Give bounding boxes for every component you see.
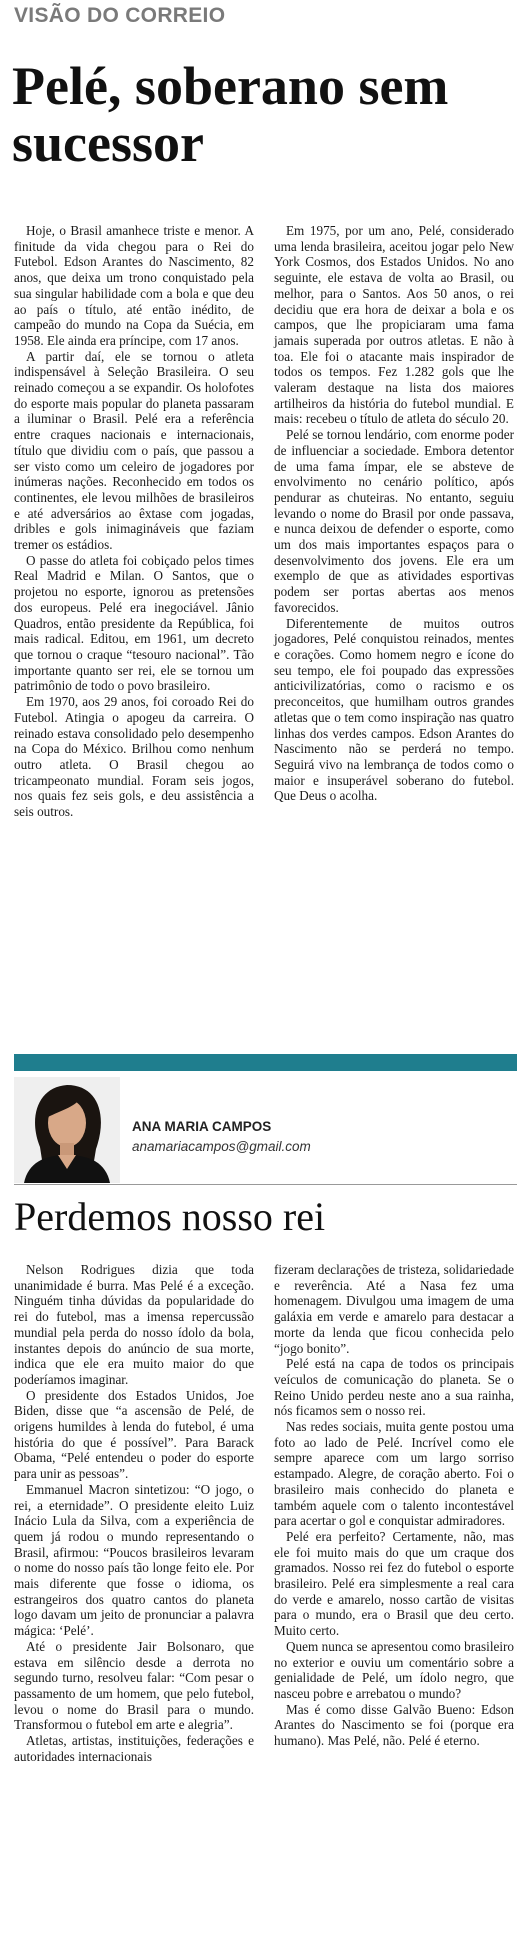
column-title: Perdemos nosso rei	[14, 1194, 326, 1239]
editorial-headline: Pelé, soberano sem sucessor	[12, 56, 449, 173]
editorial-paragraph: Em 1970, aos 29 anos, foi coroado Rei do Futebol. Atingia o apogeu da carreira. O reinado estava consolidado pelo desempenho na Copa do México. Brilhou como nenhum outro atleta. O Brasil chegou ao tricampeonato mundial. Foram seis jogos, nos quais fez seis gols, e deu assistência a seis outros.	[14, 694, 254, 820]
column-text-right	[274, 1262, 514, 1940]
column-paragraph: Pelé está na capa de todos os principais veículos de comunicação do planeta. Se o Reino Unido perdeu neste ano a sua rainha, nós ficamos sem o nosso rei.	[274, 1356, 514, 1419]
column-paragraph-continued: fizeram declarações de tristeza, solidariedade e reverência. Até a Nasa fez uma homenagem. Divulgou uma imagem de uma galáxia em verde e amarelo para destacar a morte da lenda que ficou conhecida pelo “jogo bonito”.	[274, 1262, 514, 1356]
column-paragraph: Até o presidente Jair Bolsonaro, que estava em silêncio desde a derrota no segundo turno, resolveu falar: “Com pesar o passamento de um homem, que pelo futebol, levou o nome do Brasil para o mundo. Transformou o futebol em arte e alegria”.	[14, 1638, 254, 1733]
author-name: ANA MARIA CAMPOS	[132, 1119, 272, 1134]
column-paragraph: Quem nunca se apresentou como brasileiro no exterior e ouviu um comentário sobre a genialidade de Pelé, um ídolo negro, que nasceu pobre e arrebatou o mundo?	[274, 1638, 514, 1701]
editorial-paragraph: Em 1975, por um ano, Pelé, considerado uma lenda brasileira, aceitou jogar pelo New York Cosmos, dos Estados Unidos. No ano seguinte, ele estava de volta ao Brasil, ou melhor, para o Santos. Aos 50 anos, o rei decidiu que era hora de deixar a bola e os campos, que lhe propiciaram uma fama jamais superada por outros atletas. E não à toa. Ele foi o atacante mais inspirador de todos os tempos. Fez 1.282 gols que lhe valeram destaque na lista dos maiores artilheiros da história do futebol mundial. E mais: recebeu o título de atleta do século 20.	[274, 223, 514, 427]
author-divider	[14, 1184, 517, 1185]
editorial-paragraph: Hoje, o Brasil amanhece triste e menor. A finitude da vida chegou para o Rei do Futebol. Edson Arantes do Nascimento, 82 anos, que deixa um trono conquistado pela sua singular habilidade com a bola e que deu ao país o título, até então inédito, de campeão do mundo na Copa da Suécia, em 1958. Ele ainda era príncipe, com 17 anos.	[14, 223, 254, 348]
column-paragraph: Mas é como disse Galvão Bueno: Edson Arantes do Nascimento se foi (porque era humano). Mas Pelé, não. Pelé é eterno.	[274, 1701, 514, 1749]
column-paragraph: Atletas, artistas, instituições, federações e autoridades internacionais	[14, 1733, 254, 1764]
editorial-column-right	[274, 223, 514, 1028]
column-paragraph: Pelé era perfeito? Certamente, não, mas ele foi muito mais do que um craque dos gramados. Nosso rei fez do futebol o esporte brasileiro. Pelé era simplesmente a real cara do verde e amarelo, nosso cartão de visitas para o mundo, era o Brasil que deu certo. Muito certo.	[274, 1528, 514, 1639]
section-kicker: VISÃO DO CORREIO	[14, 4, 226, 27]
editorial-column-left	[14, 223, 254, 1028]
column-text-left	[14, 1262, 254, 1940]
column-paragraph: Nelson Rodrigues dizia que toda unanimidade é burra. Mas Pelé é a exceção. Ninguém tinha dúvidas da popularidade do rei do futebol, mas a imensa repercussão mundial pela perda do nosso ídolo da bola, instantes depois do anúncio de sua morte, indica que ele era muito maior do que poderíamos imaginar.	[14, 1262, 254, 1387]
column-paragraph: Emmanuel Macron sintetizou: “O jogo, o rei, a eternidade”. O presidente eleito Luiz Inácio Lula da Silva, com a experiência de quem já rodou o mundo representando o Brasil, afirmou: “Poucos brasileiros levaram o nome do nosso país tão longe feito ele. Por mais diferente que fosse o idioma, os estrangeiros dos quatro cantos do planeta logo davam um jeito de pronunciar a palavra mágica: ‘Pelé’.	[14, 1481, 254, 1639]
editorial-paragraph: O passe do atleta foi cobiçado pelos times Real Madrid e Milan. O Santos, que o projetou no esporte, ignorou as pretensões dos europeus. Pelé era inegociável. Jânio Quadros, então presidente da República, foi mais radical. Editou, em 1961, um decreto que tornou o craque “tesouro nacional”. Tão importante quanto ser rei, ele se tornou um patrimônio de todo o povo brasileiro.	[14, 552, 254, 694]
author-photo	[14, 1077, 120, 1183]
editorial-body	[14, 223, 514, 1028]
section-divider-bar	[14, 1054, 517, 1071]
column-paragraph: Nas redes sociais, muita gente postou uma foto ao lado de Pelé. Incrível como ele sempre aparece com um largo sorriso estampado. Alegre, de coração aberto. Foi o brasileiro mais conhecido do planeta e também aquele com o talento incontestável para acertar o gol e conquistar admiradores.	[274, 1419, 514, 1529]
editorial-paragraph: Pelé se tornou lendário, com enorme poder de influenciar a sociedade. Embora detentor de uma fama ímpar, ele se absteve de envolvimento no cenário político, após pendurar as chuteiras. No entanto, seguiu levando o nome do Brasil por onde passava, e nunca deixou de defender o esporte, como um dos mais importantes espaços para o desenvolvimento dos jovens. Ele era um exemplo de que as atividades esportivas podem ser portas abertas aos menos favorecidos.	[274, 427, 514, 615]
author-box	[14, 1075, 517, 1185]
column-paragraph: O presidente dos Estados Unidos, Joe Biden, disse que “a ascensão de Pelé, de origens humildes à lenda do futebol, é uma história do que é possível”. Para Barack Obama, “Pelé entendeu o poder do esporte para unir as pessoas”.	[14, 1387, 254, 1482]
editorial-paragraph: A partir daí, ele se tornou o atleta indispensável à Seleção Brasileira. O seu reinado começou a se expandir. Os holofotes do esporte mais popular do planeta passaram a iluminar o Brasil. Pelé era a referência entre craques nacionais e internacionais, título que dividiu com o país, que passou a ser visto como um celeiro de jogadores por inúmeras nações. Reconhecido em todos os continentes, ele levou milhões de brasileiros e até adversários ao êxtase com jogadas, dribles e gols inimagináveis que faziam tremer os estádios.	[14, 348, 254, 553]
editorial-paragraph: Diferentemente de muitos outros jogadores, Pelé conquistou reinados, mentes e corações. Como homem negro e ícone do seu tempo, ele foi poupado das expressões anticivilizatórias, como o racismo e os preconceitos, que humilham outros grandes atletas que o tem como inspiração nas quatro linhas dos verdes campos. Edson Arantes do Nascimento não se perderá no tempo. Seguirá vivo na lembrança de todos como o maior e insuperável soberano do futebol. Que Deus o acolha.	[274, 615, 514, 804]
column-body	[14, 1262, 514, 1940]
author-email: anamariacampos@gmail.com	[132, 1139, 311, 1154]
